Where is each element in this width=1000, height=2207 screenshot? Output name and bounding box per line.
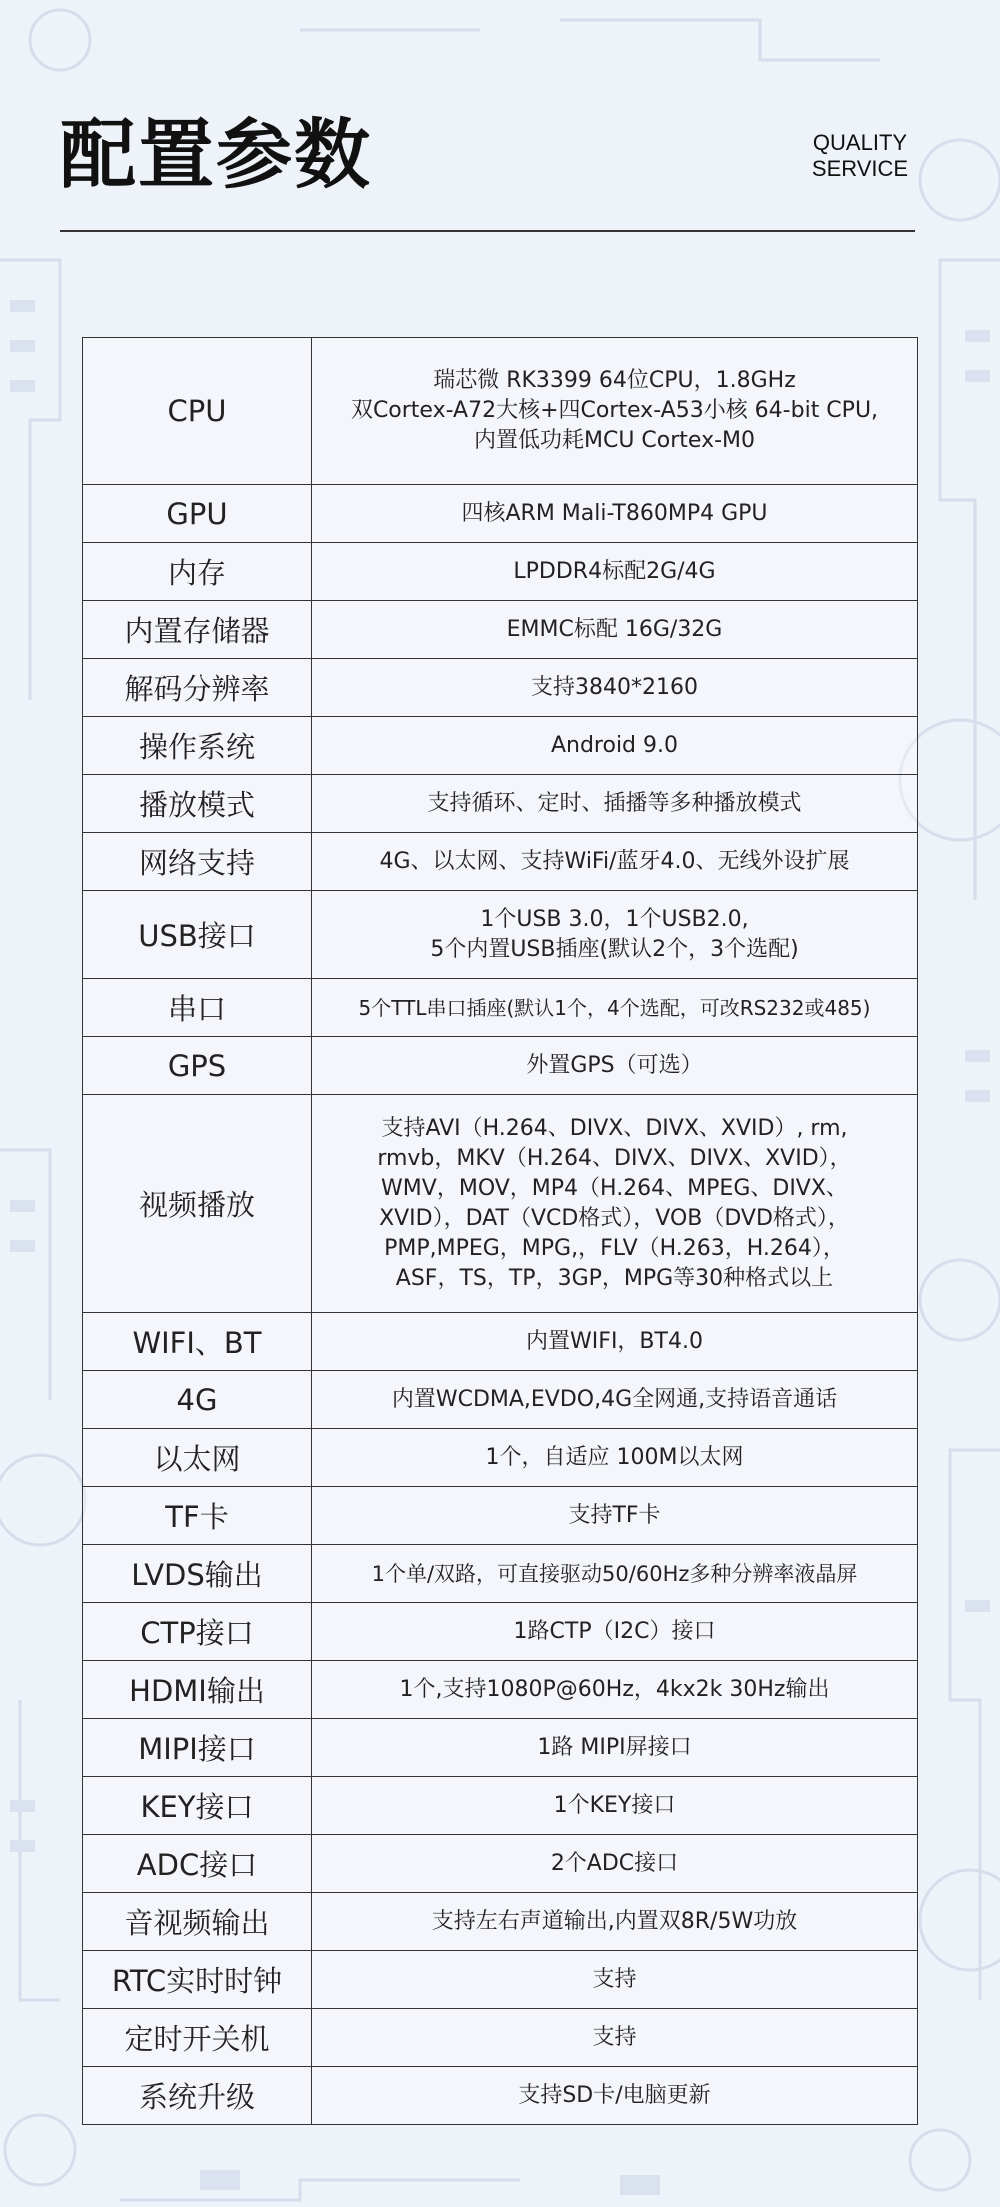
spec-key: GPU (83, 485, 312, 543)
spec-value: 1路 MIPI屏接口 (312, 1719, 918, 1777)
spec-value: 支持循环、定时、插播等多种播放模式 (312, 775, 918, 833)
table-row (83, 1371, 918, 1429)
quality-service-tagline: QUALITY SERVICE (811, 130, 909, 181)
spec-key: USB接口 (83, 891, 312, 979)
table-row (83, 2067, 918, 2125)
spec-value: 四核ARM Mali-T860MP4 GPU (312, 485, 918, 543)
table-row (83, 1095, 918, 1313)
table-row (83, 1545, 918, 1603)
header-divider (60, 230, 915, 232)
spec-key: 内存 (83, 543, 312, 601)
table-row (83, 659, 918, 717)
spec-value: 1个单/双路，可直接驱动50/60Hz多种分辨率液晶屏 (312, 1545, 918, 1603)
table-row (83, 485, 918, 543)
spec-key: MIPI接口 (83, 1719, 312, 1777)
spec-value: EMMC标配 16G/32G (312, 601, 918, 659)
spec-key: 网络支持 (83, 833, 312, 891)
spec-key: LVDS输出 (83, 1545, 312, 1603)
spec-value: 支持左右声道输出,内置双8R/5W功放 (312, 1893, 918, 1951)
spec-value: 1个KEY接口 (312, 1777, 918, 1835)
spec-table (82, 337, 918, 2125)
spec-key: 解码分辨率 (83, 659, 312, 717)
table-row (83, 979, 918, 1037)
table-row (83, 1603, 918, 1661)
spec-key: WIFI、BT (83, 1313, 312, 1371)
table-row (83, 833, 918, 891)
table-row (83, 1835, 918, 1893)
spec-key: 音视频输出 (83, 1893, 312, 1951)
spec-value: LPDDR4标配2G/4G (312, 543, 918, 601)
table-row (83, 543, 918, 601)
spec-key: 系统升级 (83, 2067, 312, 2125)
spec-key: 以太网 (83, 1429, 312, 1487)
table-row (83, 1951, 918, 2009)
spec-key: 内置存储器 (83, 601, 312, 659)
spec-key: CPU (83, 338, 312, 485)
spec-value: 1个，自适应 100M以太网 (312, 1429, 918, 1487)
spec-key: CTP接口 (83, 1603, 312, 1661)
spec-value: 2个ADC接口 (312, 1835, 918, 1893)
spec-value: 4G、以太网、支持WiFi/蓝牙4.0、无线外设扩展 (312, 833, 918, 891)
table-row (83, 1429, 918, 1487)
spec-value: 内置WIFI，BT4.0 (312, 1313, 918, 1371)
table-row (83, 775, 918, 833)
spec-key: 4G (83, 1371, 312, 1429)
spec-key: 定时开关机 (83, 2009, 312, 2067)
spec-key: TF卡 (83, 1487, 312, 1545)
table-row (83, 891, 918, 979)
table-row (83, 1313, 918, 1371)
spec-value: Android 9.0 (312, 717, 918, 775)
table-row (83, 717, 918, 775)
spec-value: 1个USB 3.0，1个USB2.0, 5个内置USB插座(默认2个，3个选配) (312, 891, 918, 979)
spec-value: 瑞芯微 RK3399 64位CPU，1.8GHz 双Cortex-A72大核+四Cortex-A53小核 64-bit CPU, 内置低功耗MCU Cortex-M0 (312, 338, 918, 485)
spec-value: 1个,支持1080P@60Hz，4kx2k 30Hz输出 (312, 1661, 918, 1719)
table-row (83, 1661, 918, 1719)
table-row (83, 338, 918, 485)
spec-value: 支持 (312, 2009, 918, 2067)
spec-key: KEY接口 (83, 1777, 312, 1835)
spec-key: ADC接口 (83, 1835, 312, 1893)
spec-value: 1路CTP（I2C）接口 (312, 1603, 918, 1661)
table-row (83, 1719, 918, 1777)
spec-key: 播放模式 (83, 775, 312, 833)
spec-value: 5个TTL串口插座(默认1个，4个选配，可改RS232或485) (312, 979, 918, 1037)
spec-value: 支持TF卡 (312, 1487, 918, 1545)
spec-value: 支持SD卡/电脑更新 (312, 2067, 918, 2125)
spec-value: 支持3840*2160 (312, 659, 918, 717)
spec-key: 串口 (83, 979, 312, 1037)
spec-value: 支持 (312, 1951, 918, 2009)
table-row (83, 1037, 918, 1095)
page-header (60, 110, 920, 230)
spec-key: 操作系统 (83, 717, 312, 775)
table-row (83, 2009, 918, 2067)
spec-value: 内置WCDMA,EVDO,4G全网通,支持语音通话 (312, 1371, 918, 1429)
spec-key: GPS (83, 1037, 312, 1095)
spec-key: HDMI输出 (83, 1661, 312, 1719)
spec-key: RTC实时时钟 (83, 1951, 312, 2009)
page-title: 配置参数 (60, 110, 372, 199)
spec-value: 外置GPS（可选） (312, 1037, 918, 1095)
table-row (83, 1487, 918, 1545)
spec-value: 支持AVI（H.264、DIVX、DIVX、XVID）, rm, rmvb，MKV（H.264、DIVX、DIVX、XVID）， WMV，MOV，MP4（H.264、MPEG、DIVX、 XVID），DAT（VCD格式），VOB（DVD格式）， PMP,MPEG，MPG,，FLV（H.263，H.264）， ASF，TS，TP，3GP，MPG等30种格式以上 (312, 1095, 918, 1313)
spec-key: 视频播放 (83, 1095, 312, 1313)
table-row (83, 1893, 918, 1951)
table-row (83, 1777, 918, 1835)
table-row (83, 601, 918, 659)
